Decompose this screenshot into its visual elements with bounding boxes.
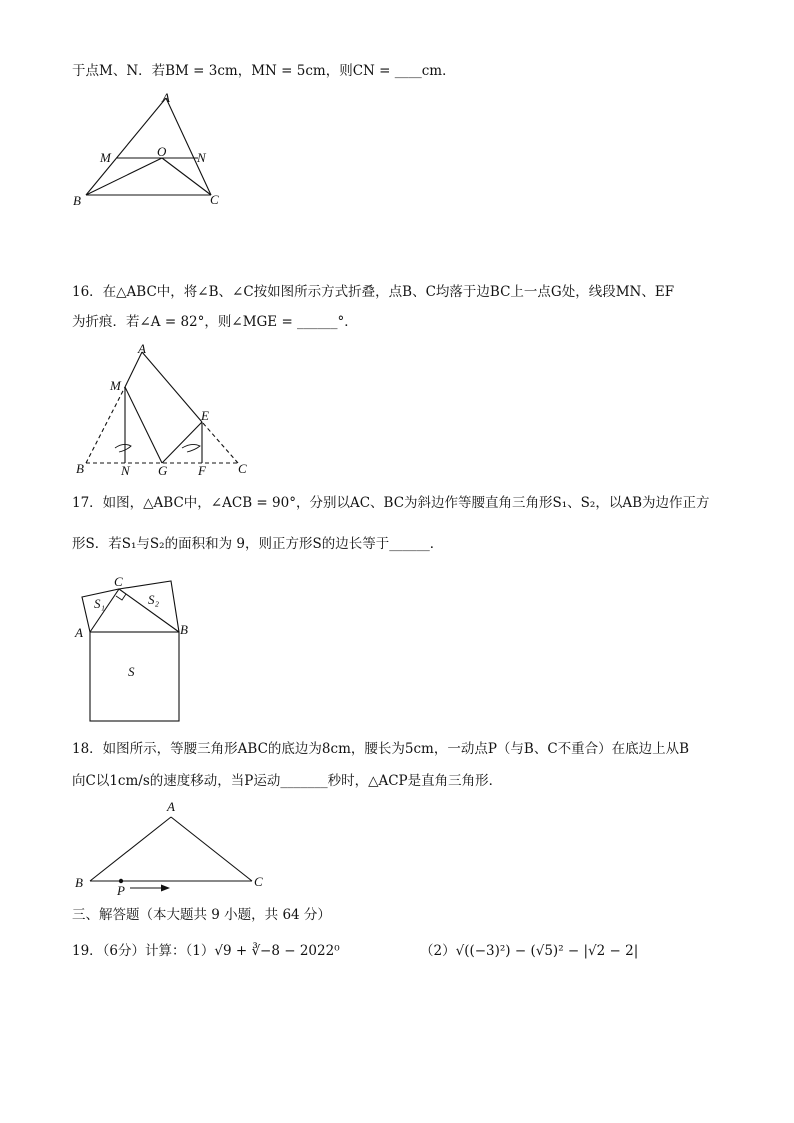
q17-label-s: S: [128, 664, 135, 679]
q16-label-m: M: [110, 378, 121, 393]
q17-label-c: C: [114, 574, 123, 589]
q16-label-e: E: [201, 408, 209, 423]
q16-label-f: F: [198, 463, 206, 478]
q17-label-b: B: [180, 622, 188, 637]
q16-text-line2: 为折痕．若∠A = 82°，则∠MGE = ______°．: [72, 314, 358, 330]
q16-label-n: N: [121, 463, 130, 478]
q17-text-line2: 形S．若S₁与S₂的面积和为 9，则正方形S的边长等于______．: [72, 536, 444, 552]
q18-figure: [70, 795, 270, 900]
q15-text: 于点M、N．若BM = 3cm，MN = 5cm，则CN = ____cm．: [72, 63, 456, 79]
q16-figure: [70, 340, 255, 480]
q18-label-p: P: [117, 883, 125, 898]
q18-label-b: B: [75, 875, 83, 890]
q19-part1: 19．（6分）计算：（1）√9 + ∛−8 − 2022⁰: [72, 943, 340, 959]
q15-figure: [70, 88, 230, 213]
q16-label-a: A: [138, 341, 146, 356]
q18-label-c: C: [254, 874, 263, 889]
q16-label-g: G: [158, 463, 168, 478]
q15-label-b: B: [73, 193, 81, 208]
q19-part2: （2）√((−3)²) − (√5)² − |√2 − 2|: [420, 943, 639, 959]
q17-text-line1: 17．如图，△ABC中，∠ACB = 90°，分别以AC、BC为斜边作等腰直角三角形S₁、S₂，以AB为边作正方: [72, 495, 710, 511]
q17-figure: [70, 572, 205, 727]
q15-label-o: O: [157, 144, 167, 159]
q17-label-s1: S₁: [94, 596, 106, 611]
q18-text-line2: 向C以1cm/s的速度移动，当P运动_______秒时，△ACP是直角三角形．: [72, 773, 503, 789]
q18-text-line1: 18．如图所示，等腰三角形ABC的底边为8cm，腰长为5cm，一动点P（与B、C不重合）在底边上从B: [72, 741, 690, 757]
q17-label-s2: S₂: [148, 592, 160, 607]
q15-label-m: M: [100, 150, 111, 165]
q15-label-c: C: [210, 192, 219, 207]
q15-label-a: A: [162, 90, 170, 105]
q16-text-line1: 16．在△ABC中，将∠B、∠C按如图所示方式折叠，点B、C均落于边BC上一点G处，线段MN、EF: [72, 284, 675, 300]
q16-label-b: B: [76, 461, 84, 476]
q17-label-a: A: [75, 625, 83, 640]
q15-label-n: N: [197, 150, 206, 165]
section3-heading: 三、解答题（本大题共 9 小题，共 64 分）: [72, 907, 331, 923]
q16-label-c: C: [238, 461, 247, 476]
q18-label-a: A: [167, 799, 175, 814]
